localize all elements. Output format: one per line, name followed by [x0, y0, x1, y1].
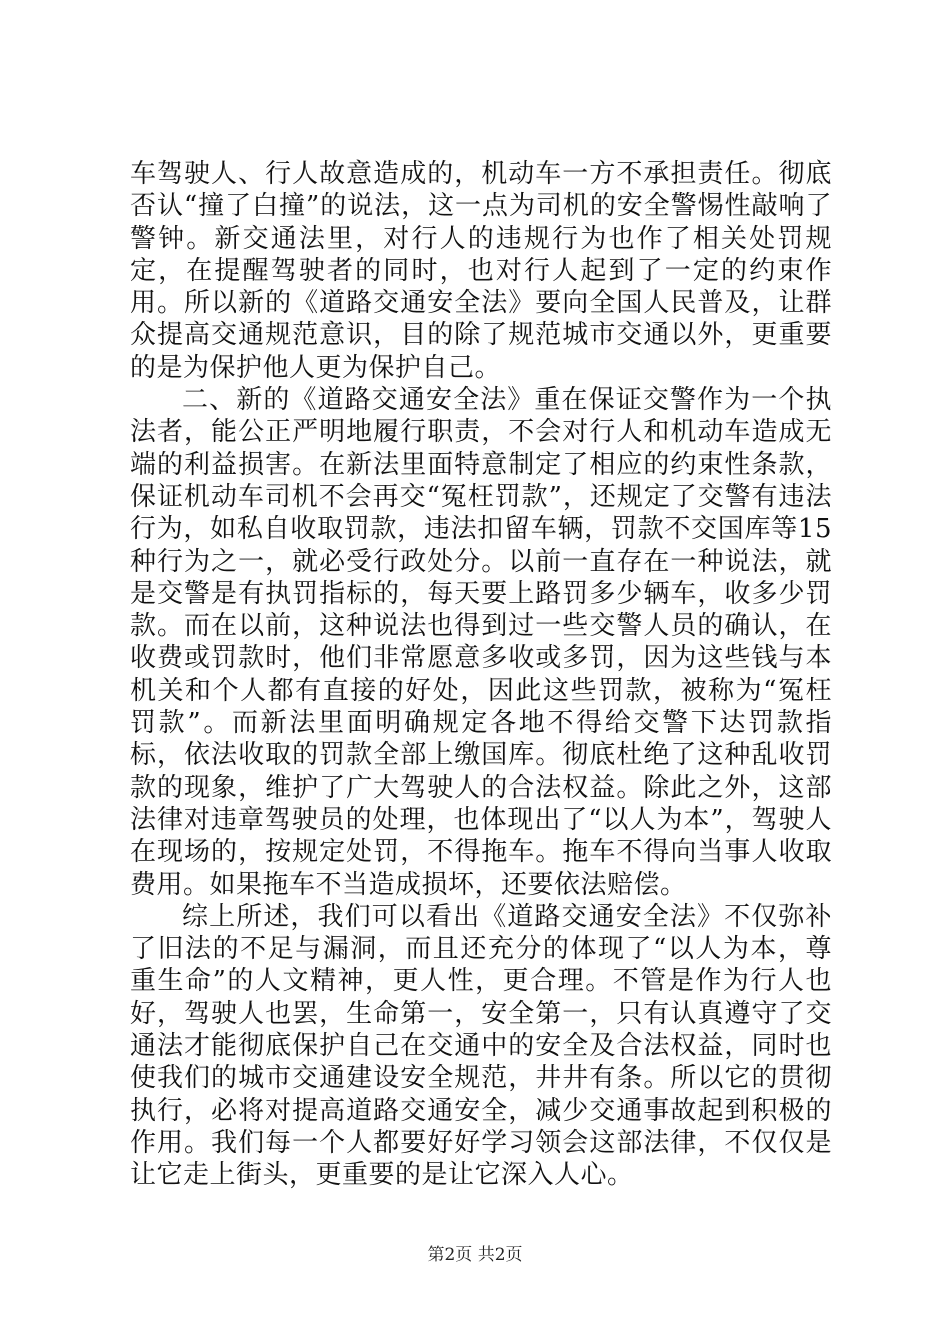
paragraph-continuation: 车驾驶人、行人故意造成的，机动车一方不承担责任。彻底否认“撞了白撞”的说法，这一点为司机的安全警惕性敲响了警钟。新交通法里，对行人的违规行为也作了相关处罚规定，在提醒驾驶者的同时，也对行人起到了一定的约束作用。所以新的《道路交通安全法》要向全国人民普及，让群众提高交通规范意识，目的除了规范城市交通以外，更重要的是为保护他人更为保护自己。: [130, 159, 832, 383]
page-number-footer: 第2页 共2页: [427, 1245, 523, 1265]
document-body: [130, 158, 832, 1192]
paragraph-conclusion: 综上所述，我们可以看出《道路交通安全法》不仅弥补了旧法的不足与漏洞，而且还充分的体现了“以人为本，尊重生命”的人文精神，更人性，更合理。不管是作为行人也好，驾驶人也罢，生命第一，安全第一，只有认真遵守了交通法才能彻底保护自己在交通中的安全及合法权益，同时也使我们的城市交通建设安全规范，井井有条。所以它的贯彻执行，必将对提高道路交通安全，减少交通事故起到积极的作用。我们每一个人都要好好学习领会这部法律，不仅仅是让它走上街头，更重要的是让它深入人心。: [130, 901, 832, 1191]
paragraph-section-two: 二、新的《道路交通安全法》重在保证交警作为一个执法者，能公正严明地履行职责，不会对行人和机动车造成无端的利益损害。在新法里面特意制定了相应的约束性条款，保证机动车司机不会再交“冤枉罚款”，还规定了交警有违法行为，如私自收取罚款，违法扣留车辆，罚款不交国库等15种行为之一，就必受行政处分。以前一直存在一种说法，就是交警是有执罚指标的，每天要上路罚多少辆车，收多少罚款。而在以前，这种说法也得到过一些交警人员的确认，在收费或罚款时，他们非常愿意多收或多罚，因为这些钱与本机关和个人都有直接的好处，因此这些罚款，被称为“冤枉罚款”。而新法里面明确规定各地不得给交警下达罚款指标，依法收取的罚款全部上缴国库。彻底杜绝了这种乱收罚款的现象，维护了广大驾驶人的合法权益。除此之外，这部法律对违章驾驶员的处理，也体现出了“以人为本”，驾驶人在现场的，按规定处罚，不得拖车。拖车不得向当事人收取费用。如果拖车不当造成损坏，还要依法赔偿。: [130, 385, 832, 900]
